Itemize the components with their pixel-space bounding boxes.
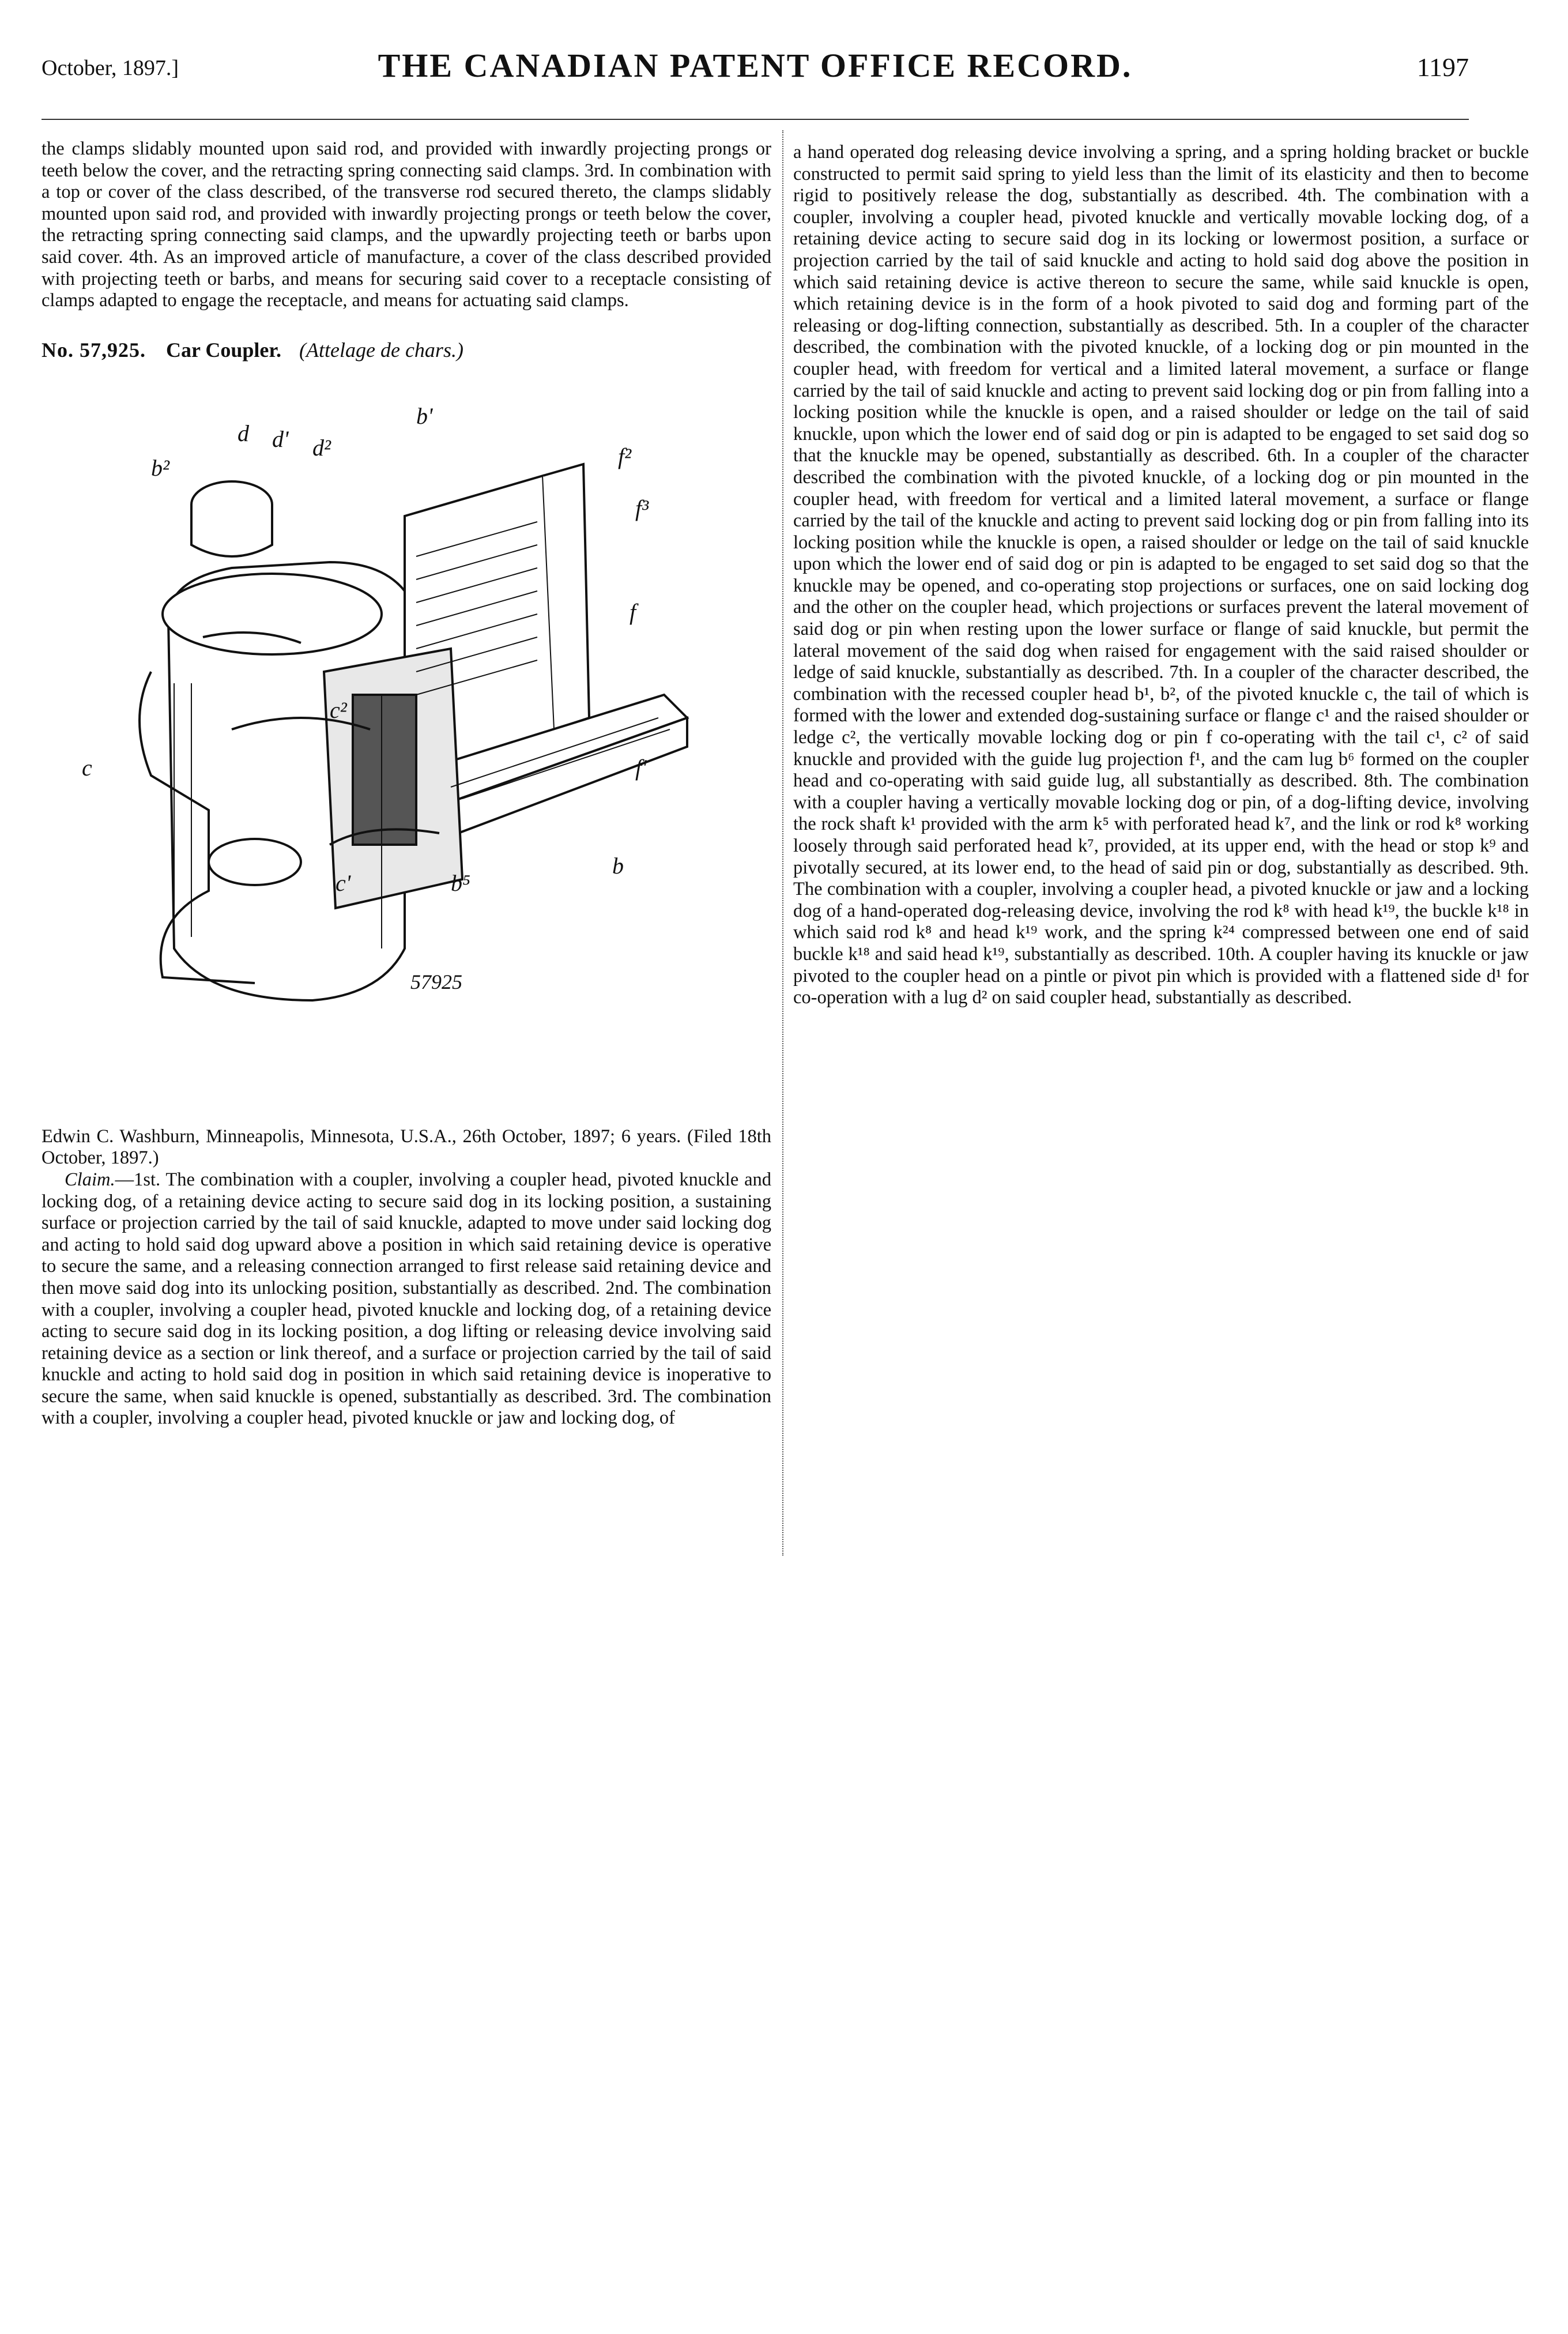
svg-text:b': b': [416, 402, 433, 429]
page-header: [42, 46, 1469, 88]
column-divider: [782, 130, 783, 1556]
continuation-paragraph: the clamps slidably mounted upon said rod, and provided with inwardly projecting prongs or teeth below the cover, and the retracting spring connecting said clamps. 3rd. In combination with a top or cover of the class described, of the transverse rod secured thereto, the clamps slidably mounted upon said rod, and provided with inwardly projecting prongs or teeth below the cover, the retracting spring connecting said clamps, and the upwardly projecting teeth or barbs upon said cover. 4th. As an improved article of manufacture, a cover of the class described provided with projecting teeth or barbs, and means for securing said cover to a receptacle consisting of clamps adapted to engage the receptacle, and means for actuating said clamps.: [42, 138, 771, 311]
svg-text:b⁵: b⁵: [451, 869, 470, 896]
knuckle-top: [163, 574, 382, 654]
pin-body: [191, 505, 272, 556]
claims-paragraph: [42, 1169, 771, 1429]
patent-title-french: (Attelage de chars.): [299, 338, 463, 362]
svg-text:f: f: [630, 598, 636, 625]
patent-title: Car Coupler.: [166, 338, 282, 362]
claims-text: —1st. The combination with a coupler, involving a coupler head, pivoted knuckle and locking dog, of a retaining device acting to secure said dog in its locking position, a sustaining surface or projection carried by the tail of said knuckle, adapted to move under said locking dog and acting to hold said dog upward above a position in which said retaining device is operative to secure the same, and a releasing connection arranged to first release said retaining device and then move said dog into its unlocking position, substantially as described. 2nd. The combination with a coupler, involving a coupler head, pivoted knuckle and locking dog, of a retaining device acting to secure said dog in its locking position, a dog lifting or releasing device involving said retaining device as a section or link thereof, and a surface or projection carried by the tail of said knuckle and acting to hold said dog in position in which said retaining device is inoperative to secure the same, when said knuckle is opened, substantially as described. 3rd. The combination with a coupler, involving a coupler head, pivoted knuckle or jaw and locking dog, of: [42, 1169, 771, 1429]
header-date: October, 1897.]: [42, 56, 179, 80]
pivot-hole: [209, 839, 301, 885]
claim-label: Claim.: [65, 1169, 115, 1190]
svg-text:57925: 57925: [410, 970, 462, 993]
svg-text:c: c: [82, 754, 92, 781]
svg-text:f': f': [635, 754, 647, 781]
svg-text:d': d': [272, 426, 289, 452]
patent-heading: [42, 338, 771, 362]
coupler-drawing: [82, 372, 745, 1121]
svg-text:b²: b²: [151, 454, 169, 481]
svg-text:c': c': [336, 869, 351, 896]
header-title: THE CANADIAN PATENT OFFICE RECORD.: [378, 47, 1133, 84]
svg-text:c²: c²: [330, 697, 347, 723]
right-column-text: a hand operated dog releasing device involving a spring, and a spring holding bracket or buckle constructed to permit said spring to yield less than the limit of its elasticity and then to become rigid to positively release the dog, substantially as described. 4th. The combination with a coupler, involving a coupler head, pivoted knuckle and vertically movable locking dog, of a retaining device acting to secure said dog in its locking or lowermost position, a surface or projection carried by the tail of said knuckle and acting to hold said dog above the position in which said retaining device is active thereon to secure the same, while said knuckle is open, which retaining device is in the form of a hook pivoted to said dog and forming part of the releasing or dog-lifting connection, substantially as described. 5th. In a coupler of the character described, the combination with the pivoted knuckle, of a locking dog or pin mounted in the coupler head, with freedom for vertical and a limited lateral movement, a surface or flange carried by the tail of said knuckle and acting to prevent said locking dog or pin from falling into a locking position while the knuckle is open, and a raised shoulder or ledge on the tail of said knuckle, upon which the lower end of said dog or pin is adapted to be engaged to set said dog so that the knuckle may be opened, substantially as described. 6th. In a coupler of the character described the combination with the pivoted knuckle, of a locking dog or pin mounted in the coupler head, with freedom for vertical and a limited lateral movement, a surface or flange carried by the tail of the knuckle and acting to prevent said locking dog or pin from falling into its locking position while the knuckle is open, a raised shoulder or ledge on the tail of said knuckle upon which the lower end of said dog or pin is adapted to be engaged to set said dog so that the knuckle may be opened, and co-operating stop projections or surfaces, one on said locking dog and the other on the coupler head, which projections or surfaces prevent the lateral movement of said dog or pin when resting upon the lower surface or flange of said knuckle, but permit the lateral movement of the said dog when raised for engagement with the said raised shoulder or ledge of said knuckle, substantially as described. 7th. In a coupler of the character described, the combination with the recessed coupler head b¹, b², of the pivoted knuckle c, the tail of which is formed with the lower and extended dog-sustaining surface or flange c¹ and the raised shoulder or ledge c², the vertically movable locking dog or pin f co-operating with the tail c¹, c² of said knuckle and provided with the guide lug projection f¹, and the cam lug b⁶ formed on the coupler head and co-operating with said guide lug, all substantially as described. 8th. The combination with a coupler having a vertically movable locking dog or pin, of a dog-lifting device, involving the rock shaft k¹ provided with the arm k⁵ with perforated head k⁷, and the link or rod k⁸ working loosely through said perforated head k⁷, provided, at its upper end, with the head or stop k⁹ and pivotally secured, at its lower end, to the head of said pin or dog, substantially as described. 9th. The combination with a coupler, involving a coupler head, a pivoted knuckle or jaw and a locking dog of a hand-operated dog-releasing device, involving the rod k⁸ with head k¹⁹, the buckle k¹⁸ in which said rod k⁸ and head k¹⁹ work, and the spring k²⁴ compressed between one end of said buckle k¹⁸ and said head k¹⁹, substantially as described. 10th. A coupler having its knuckle or jaw pivoted to the coupler head on a pintle or pivot pin which is provided with a flattened side d¹ for co-operation with a lug d² on said coupler head, substantially as described.: [793, 142, 1529, 1008]
left-column: [42, 138, 771, 1429]
svg-text:d: d: [238, 420, 249, 446]
svg-text:b: b: [612, 852, 624, 879]
right-column: [793, 142, 1529, 1009]
patent-figure: [42, 372, 771, 1126]
svg-text:d²: d²: [312, 434, 331, 461]
header-page-number: 1197: [1416, 52, 1469, 82]
inventor-line: Edwin C. Washburn, Minneapolis, Minnesota, U.S.A., 26th October, 1897; 6 years. (Filed 18th October, 1897.): [42, 1125, 771, 1169]
patent-number: No. 57,925.: [42, 338, 146, 362]
svg-text:f³: f³: [635, 495, 649, 521]
svg-text:f²: f²: [618, 443, 632, 469]
header-rule: [42, 119, 1469, 120]
